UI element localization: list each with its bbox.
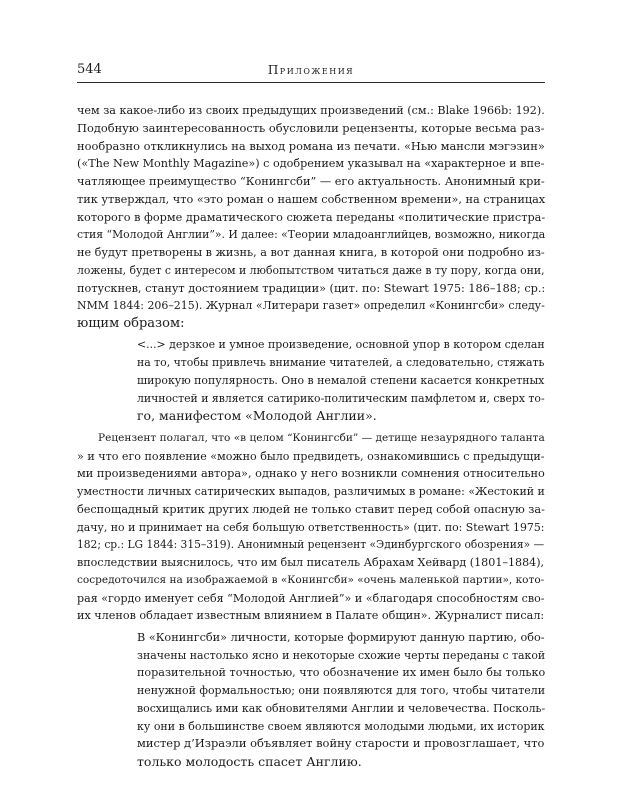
text-line: NMM 1844: 206–215). Журнал «Литерари газет» определил «Конингсби» следу-: [77, 299, 545, 313]
text-line: потускнев, станут достоянием традиции» (цит. по: Stewart 1975: 186–188; ср.:: [77, 281, 546, 295]
quote-line: ку они в большинстве своем являются молодыми людьми, их историк: [137, 719, 545, 733]
text-line: беспощадный критик других людей не только ставит перед собой опасную за-: [77, 502, 545, 516]
text-line: стия “Молодой Англии”». И далее: «Теории младоанглийцев, возможно, никогда: [77, 228, 546, 242]
quote-line: го, манифестом «Молодой Англии».: [137, 408, 377, 424]
text-line: 182; ср.: LG 1844: 315–319). Анонимный рецензент «Эдинбургского обозрения» —: [77, 538, 545, 552]
page-header: [77, 62, 545, 83]
text-line: которого в форме драматического сюжета переданы «политические пристра-: [77, 210, 546, 224]
running-title: Приложения: [267, 63, 355, 77]
text-line: Подобную заинтересованность обусловили рецензенты, которые весьма раз-: [77, 120, 545, 135]
quote-line: широкую популярность. Оно в немалой степени касается конкретных: [137, 373, 545, 387]
text-line: («The New Monthly Magazine») с одобрением указывал на «характерное и впе-: [77, 157, 545, 171]
quote-line: значены настолько ясно и некоторые схожие черты переданы с такой: [137, 648, 546, 662]
quote-line: ненужной формальностью; они появляются для того, чтобы читатели: [137, 684, 546, 697]
quote-line: мистер д’Израэли объявляет войну старости и провозглашает, что: [137, 736, 545, 751]
quote-line: <...> дерзкое и умное произведение, основной упор в котором сделан: [137, 338, 545, 352]
quote-line: личностей и является сатирико-политическим памфлетом и, сверх то-: [137, 391, 545, 405]
text-line: сосредоточился на изображаемой в «Конингсби» «очень маленькой партии», кото-: [77, 573, 545, 586]
quote-line: только молодость спасет Англию.: [137, 754, 362, 769]
quote-line: восхищались ими как обновителями Англии и человечества. Посколь-: [137, 701, 546, 715]
text-line: ложены, будет с интересом и любопытством читаться даже в ту пору, когда они,: [77, 263, 545, 277]
text-line: уместности личных сатирических выпадов, различимых в романе: «Жестокий и: [77, 485, 545, 499]
text-line: чатляющее преимущество “Конингсби” — его актуальность. Анонимный кри-: [77, 175, 545, 188]
text-line: не будут претворены в жизнь, а вот данная книга, в которой они подробно из-: [77, 246, 545, 259]
text-line: чем за какое-либо из своих предыдущих произведений (см.: Blake 1966b: 192).: [77, 104, 545, 117]
text-line: впоследствии выяснилось, что им был писатель Абрахам Хейвард (1801–1884),: [77, 556, 545, 570]
quote-line: на то, чтобы привлечь внимание читателей, а следовательно, стяжать: [137, 356, 545, 370]
text-line: их членов обладает известным влиянием в Палате общин». Журналист писал:: [77, 609, 545, 623]
quote-line: В «Конингсби» личности, которые формируют данную партию, обо-: [137, 630, 545, 644]
text-line: Рецензент полагал, что «в целом “Конингсби” — детище незаурядного таланта: [98, 431, 545, 444]
text-line: дачу, но и принимает на себя большую ответственность» (цит. по: Stewart 1975:: [77, 520, 545, 534]
text-line: нообразно откликнулись на выход романа из печати. «Нью мансли мэгэзин»: [77, 138, 545, 153]
text-line: рая «гордо именует себя “Молодой Англией”» и «благодаря способностям сво-: [77, 591, 545, 605]
text-line: ми произведениями автора», однако у него возникли сомнения относительно: [77, 467, 545, 481]
text-line: ющим образом:: [77, 316, 185, 331]
page-number: 544: [77, 62, 102, 77]
text-line: » и что его появление «можно было предвидеть, ознакомившись с предыдущи-: [77, 449, 545, 463]
quote-line: поразительной точностью, что обозначение их имен было бы только: [137, 666, 546, 680]
text-line: тик утверждал, что «это роман о нашем собственном времени», на страницах: [77, 192, 546, 206]
